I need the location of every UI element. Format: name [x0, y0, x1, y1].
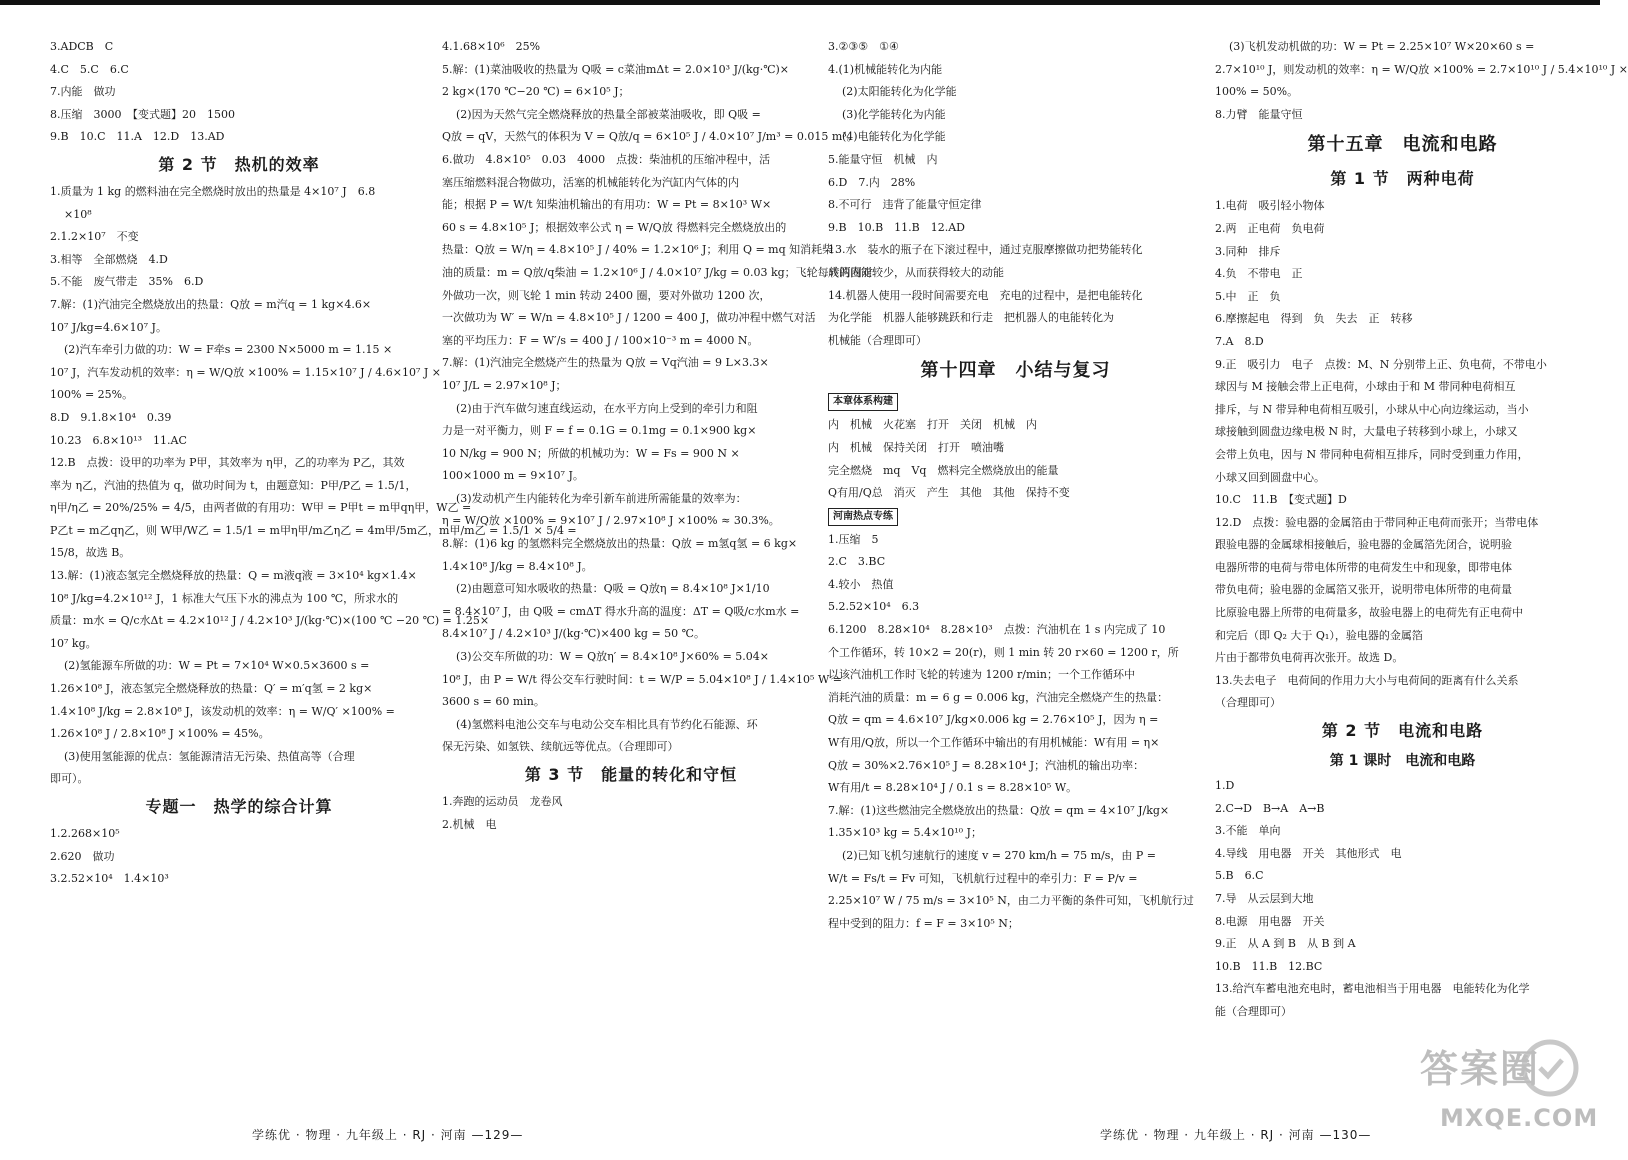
answer-line: 1.奔跑的运动员 龙卷风	[442, 795, 563, 808]
answer-line: 3.ADCB C	[50, 40, 114, 53]
answer-line: 4.较小 热值	[828, 577, 894, 591]
answer-line: 10.C 11.B 【变式题】D	[1215, 493, 1347, 507]
section-heading: 专题一 热学的综合计算	[145, 797, 333, 816]
answer-line: 程中受到的阻力：f = F = 3×10⁵ N；	[828, 916, 1019, 930]
answer-line: (3)公交车所做的功：W = Q放η′ = 8.4×10⁸ J×60% = 5.04×	[456, 650, 770, 664]
section-heading: 第 2 节 热机的效率	[158, 154, 320, 174]
watermark-text: 答案圈	[1420, 1047, 1541, 1091]
answer-line: 8.压缩 3000 【变式题】20 1500	[50, 107, 235, 121]
answer-line: 12.B 点拨：设甲的功率为 P甲，其效率为 η甲，乙的功率为 P乙，其效	[50, 456, 405, 470]
answer-line: (2)由题意可知水吸收的热量：Q吸 = Q放η = 8.4×10⁸ J×1/10	[456, 582, 770, 596]
answer-line: 7.解：(1)汽油完全燃烧产生的热量为 Q放 = Vq汽油 = 9 L×3.3×	[442, 356, 769, 370]
answer-line: 10⁸ J，由 P = W/t 得公交车行驶时间：t = W/P = 5.04×10⁸ J / 1.4×10⁵ W =	[442, 672, 842, 686]
answer-line: 4.1.68×10⁶ 25%	[442, 40, 541, 53]
answer-line: 6.D 7.内 28%	[828, 175, 916, 189]
answer-line: 10⁷ kg。	[50, 636, 97, 650]
answer-line: 2.机械 电	[442, 817, 497, 831]
answer-line: Q放 = 30%×2.76×10⁵ J = 8.28×10⁴ J；汽油机的输出功率：	[828, 758, 1145, 772]
lesson-heading: 第 1 课时 电流和电路	[1329, 753, 1476, 770]
answer-line: 1.电荷 吸引轻小物体	[1215, 199, 1325, 213]
answer-line: 4.负 不带电 正	[1215, 267, 1303, 281]
answer-line: 质量：m水 = Q/c水Δt = 4.2×10¹² J / 4.2×10³ J/(kg·℃)×(100 ℃ −20 ℃) = 1.25×	[50, 614, 490, 628]
answer-line: 13.失去电子 电荷间的作用力大小与电荷间的距离有什么关系	[1215, 673, 1519, 687]
answer-line: (3)使用氢能源的优点：氢能源清洁无污染、热值高等（合理	[64, 749, 355, 763]
answer-line: (2)由于汽车做匀速直线运动，在水平方向上受到的牵引力和阻	[456, 401, 758, 415]
answer-line: (2)太阳能转化为化学能	[842, 85, 957, 99]
answer-line: 2.C 3.BC	[828, 555, 886, 569]
answer-line: 2.620 做功	[50, 849, 115, 863]
answer-line: 15/8，故选 B。	[50, 546, 131, 560]
answer-line: 9.正 从 A 到 B 从 B 到 A	[1215, 937, 1356, 951]
answer-line: 7.导 从云层到大地	[1215, 892, 1314, 905]
answer-line: 球接触到圆盘边缘电极 N 时，大量电子转移到小球上，小球又	[1215, 425, 1518, 439]
answer-line: 1.35×10³ kg = 5.4×10¹⁰ J；	[828, 826, 982, 840]
answer-line: 塞的平均压力：F = W′/s = 400 J / 100×10⁻³ m = 4000 N。	[442, 333, 759, 347]
answer-line: (4)电能转化为化学能	[842, 130, 946, 144]
page-footer-right: 学练优 · 物理 · 九年级上 · RJ · 河南 —130—	[1100, 1128, 1372, 1142]
answer-line: 7.A 8.D	[1215, 334, 1264, 348]
answer-line: 5.中 正 负	[1215, 289, 1281, 303]
page-footer-left: 学练优 · 物理 · 九年级上 · RJ · 河南 —129—	[252, 1128, 524, 1142]
answer-line: 10⁷ J/L = 2.97×10⁸ J；	[442, 378, 567, 392]
answer-line: 7.解：(1)汽油完全燃烧放出的热量：Q放 = m汽q = 1 kg×4.6×	[50, 297, 372, 311]
watermark-logo	[1400, 1028, 1599, 1150]
answer-line: 1.D	[1215, 779, 1235, 793]
column-4	[1215, 36, 1628, 1024]
answer-line: W有用/Q放，所以一个工作循环中输出的有用机械能：W有用 = η×	[828, 736, 1160, 750]
answer-line: 个工作循环，转 10×2 = 20(r)，则 1 min 转 20 r×60 = 1200 r，所	[828, 645, 1179, 659]
answer-line: 带负电荷；验电器的金属箔又张开，说明带电体所带的电荷量	[1215, 583, 1512, 597]
answer-line: 会带上负电，因与 N 带同种电荷相互排斥，同时受到重力作用，	[1215, 447, 1529, 461]
answer-line: 1.4×10⁸ J/kg = 8.4×10⁸ J。	[442, 559, 593, 573]
answer-line: 电器所带的电荷与带电体所带的电荷发生中和现象，即带电体	[1215, 560, 1512, 574]
answer-line: 内 机械 火花塞 打开 关闭 机械 内	[828, 418, 1037, 432]
answer-line: η甲/η乙 = 20%/25% = 4/5，由两者做的有用功：W甲 = P甲t = m甲qη甲，W乙 =	[50, 501, 472, 515]
answer-line: η = W/Q放 ×100% = 9×10⁷ J / 2.97×10⁸ J ×100% ≈ 30.3%。	[442, 514, 780, 528]
answer-line: 跟验电器的金属球相接触后，验电器的金属箔先闭合，说明验	[1215, 538, 1512, 552]
answer-line: 100% = 25%。	[50, 388, 134, 402]
answer-line: 5.B 6.C	[1215, 869, 1264, 883]
answer-line: 球因与 M 接触会带上正电荷，小球由于和 M 带同种电荷相互	[1215, 380, 1516, 394]
answer-line: 9.B 10.C 11.A 12.D 13.AD	[50, 130, 225, 144]
answer-line: 10 N/kg = 900 N；所做的机械功为：W = Fs = 900 N ×	[442, 446, 740, 460]
answer-line: 7.内能 做功	[50, 85, 116, 99]
answer-line: 2.25×10⁷ W / 75 m/s = 3×10⁵ N，由二力平衡的条件可知，飞机航行过	[828, 894, 1194, 908]
answer-line: 一次做功为 W′ = W/n = 4.8×10⁵ J / 1200 = 400 J，做功冲程中燃气对活	[442, 311, 816, 325]
answer-line: = 8.4×10⁷ J，由 Q吸 = cmΔT 得水升高的温度：ΔT = Q吸/c水m水 =	[442, 604, 800, 618]
answer-line: 8.D 9.1.8×10⁴ 0.39	[50, 410, 172, 424]
answer-line: 保无污染、如氢铁、续航远等优点。（合理即可）	[442, 740, 679, 754]
answer-line: 10⁷ J，汽车发动机的效率：η = W/Q放 ×100% = 1.15×10⁷ J / 4.6×10⁷ J ×	[50, 365, 441, 379]
answer-line: (4)氢燃料电池公交车与电动公交车相比具有节约化石能源、环	[456, 717, 758, 731]
answer-line: 9.正 吸引力 电子 点拨：M、N 分别带上正、负电荷，不带电小	[1215, 357, 1547, 371]
answer-line: 5.不能 废气带走 35% 6.D	[50, 275, 204, 289]
answer-line: W有用/t = 8.28×10⁴ J / 0.1 s = 8.28×10⁵ W。	[828, 781, 1078, 795]
answer-line: 热量：Q放 = W/η = 4.8×10⁵ J / 40% = 1.2×10⁶ J；利用 Q = mq 知消耗柴	[442, 243, 834, 257]
answer-line: 6.摩擦起电 得到 负 失去 正 转移	[1215, 312, 1413, 326]
answer-line: 率为 η乙，汽油的热值为 q，做功时间为 t，由题意知：P甲/P乙 = 1.5/1，	[50, 478, 417, 492]
answer-line: Q放 = qV，天然气的体积为 V = Q放/q = 6×10⁵ J / 4.0×10⁷ J/m³ = 0.015 m³。	[442, 130, 858, 144]
answer-line: 8.不可行 违背了能量守恒定律	[828, 198, 982, 212]
answer-line: 3600 s = 60 min。	[442, 695, 545, 709]
answer-line: 3.相等 全部燃烧 4.D	[50, 252, 168, 266]
answer-line: 5.2.52×10⁴ 6.3	[828, 600, 920, 614]
answer-line: 内 机械 保持关闭 打开 喷油嘴	[828, 440, 1004, 454]
answer-line: 和完后（即 Q₂ 大于 Q₁），验电器的金属箔	[1215, 628, 1423, 642]
answer-line: 小球又回到圆盘中心。	[1215, 470, 1325, 484]
answer-line: 3.②③⑤ ①④	[828, 40, 899, 53]
answer-line: P乙t = m乙qη乙，则 W甲/W乙 = 1.5/1 = m甲η甲/m乙η乙 = 4m甲/5m乙，m甲/m乙 = 1.5/1 × 5/4 =	[50, 523, 577, 537]
answer-line: 能（合理即可）	[1215, 1004, 1292, 1018]
answer-line: 8.力臂 能量守恒	[1215, 107, 1303, 121]
answer-line: 1.26×10⁸ J / 2.8×10⁸ J ×100% = 45%。	[50, 727, 270, 741]
answer-line: 塞压缩燃料混合物做功，活塞的机械能转化为汽缸内气体的内	[442, 175, 739, 189]
answer-line: 油的质量：m = Q放/q柴油 = 1.2×10⁶ J / 4.0×10⁷ J/kg = 0.03 kg；飞轮每转两圈对	[442, 265, 873, 279]
answer-line: 1.4×10⁸ J/kg = 2.8×10⁸ J，该发动机的效率：η = W/Q′ ×100% =	[50, 704, 395, 718]
section-heading: 第 2 节 电流和电路	[1321, 721, 1484, 741]
answer-line: 完全燃烧 mq Vq 燃料完全燃烧放出的能量	[828, 463, 1059, 477]
answer-line: 8.4×10⁷ J / 4.2×10³ J/(kg·℃)×400 kg = 50 ℃。	[442, 627, 705, 641]
answer-line: 3.不能 单向	[1215, 824, 1281, 838]
answer-line: 机械能（合理即可）	[828, 333, 927, 347]
answer-line: 片由于都带负电荷再次张开。故选 D。	[1215, 651, 1404, 665]
answer-line: 能；根据 P = W/t 知柴油机输出的有用功：W = Pt = 8×10³ W×	[442, 198, 772, 212]
answer-line: 3.同种 排斥	[1215, 244, 1281, 258]
answer-line: 6.做功 4.8×10⁵ 0.03 4000 点拨：柴油机的压缩冲程中，活	[442, 152, 771, 166]
answer-line: 1.26×10⁸ J，液态氢完全燃烧释放的热量：Q′ = m′q氢 = 2 kg×	[50, 682, 373, 696]
answer-line: 2.两 正电荷 负电荷	[1215, 221, 1325, 235]
answer-line: 1.压缩 5	[828, 532, 879, 546]
answer-line: 13.解：(1)液态氢完全燃烧释放的热量：Q = m液q液 = 3×10⁴ kg×1.4×	[50, 569, 417, 583]
section-box-label: 本章体系构建	[828, 393, 898, 411]
answer-line: 2 kg×(170 ℃−20 ℃) = 6×10⁵ J；	[442, 85, 630, 99]
answer-line: (3)发动机产生内能转化为牵引新车前进所需能量的效率为：	[456, 491, 747, 505]
chapter-heading: 第十五章 电流和电路	[1307, 134, 1498, 156]
chapter-heading: 第十四章 小结与复习	[920, 360, 1111, 382]
answer-line: (3)飞机发动机做的功：W = Pt = 2.25×10⁷ W×20×60 s =	[1229, 40, 1535, 53]
answer-line: 60 s = 4.8×10⁵ J；根据效率公式 η = W/Q放 得燃料完全燃烧放出的	[442, 220, 787, 234]
watermark-url: MXQE.COM	[1440, 1104, 1599, 1132]
top-border	[0, 0, 1600, 5]
answer-line: (2)氢能源车所做的功：W = Pt = 7×10⁴ W×0.5×3600 s =	[64, 659, 370, 673]
column-3	[828, 36, 1203, 935]
answer-line: 外做功一次，则飞轮 1 min 转动 2400 圈，要对外做功 1200 次，	[442, 288, 771, 302]
answer-line: ×10⁸	[64, 207, 92, 221]
answer-line: (2)因为天然气完全燃烧释放的热量全部被菜油吸收，即 Q吸 =	[456, 107, 761, 121]
section-heading: 第 3 节 能量的转化和守恒	[524, 765, 738, 784]
answer-line: 2.7×10¹⁰ J，则发动机的效率：η = W/Q放 ×100% = 2.7×10¹⁰ J / 5.4×10¹⁰ J ×	[1215, 62, 1628, 76]
answer-line: 7.解：(1)这些燃油完全燃烧放出的热量：Q放 = qm = 4×10⁷ J/kg×	[828, 803, 1170, 817]
answer-line: 1.2.268×10⁵	[50, 827, 120, 840]
answer-line: 5.解：(1)菜油吸收的热量为 Q吸 = c菜油mΔt = 2.0×10³ J/(kg·℃)×	[442, 62, 790, 76]
section-box-label: 河南热点专练	[828, 508, 898, 526]
answer-line: 100% = 50%。	[1215, 85, 1299, 99]
answer-line: 4.(1)机械能转化为内能	[828, 62, 943, 76]
answer-line: 10.23 6.8×10¹³ 11.AC	[50, 433, 187, 447]
answer-line: 8.解：(1)6 kg 的氢燃料完全燃烧放出的热量：Q放 = m氢q氢 = 6 kg×	[442, 537, 798, 551]
answer-line: 比原验电器上所带的电荷量多，故验电器上的电荷先有正电荷中	[1215, 606, 1523, 620]
answer-line: 成的内能较少，从而获得较大的动能	[828, 265, 1004, 279]
answer-line: 3.2.52×10⁴ 1.4×10³	[50, 872, 169, 886]
answer-line: 以该汽油机工作时飞轮的转速为 1200 r/min；一个工作循环中	[828, 668, 1135, 682]
answer-line: 消耗汽油的质量：m = 6 g = 0.006 kg，汽油完全燃烧产生的热量：	[828, 690, 1169, 704]
section-box-label-row	[828, 390, 1203, 414]
answer-line: 为化学能 机器人能够跳跃和行走 把机器人的电能转化为	[828, 311, 1114, 325]
answer-line: （合理即可）	[1215, 696, 1281, 710]
answer-line: 1.质量为 1 kg 的燃料油在完全燃烧时放出的热量是 4×10⁷ J 6.8	[50, 184, 376, 198]
answer-line: 8.电源 用电器 开关	[1215, 914, 1325, 928]
answer-line: 13.水 装水的瓶子在下滚过程中，通过克服摩擦做功把势能转化	[828, 243, 1143, 257]
answer-line: 即可）。	[50, 772, 89, 786]
answer-line: 10⁸ J/kg=4.2×10¹² J，1 标准大气压下水的沸点为 100 ℃，所求水的	[50, 591, 399, 605]
answer-line: 排斥，与 N 带异种电荷相互吸引，小球从中心向边缘运动，当小	[1215, 402, 1529, 416]
answer-line: Q有用/Q总 消灭 产生 其他 其他 保持不变	[828, 486, 1070, 500]
answer-line: 14.机器人使用一段时间需要充电 充电的过程中，是把电能转化	[828, 288, 1143, 302]
answer-line: 9.B 10.B 11.B 12.AD	[828, 220, 965, 234]
answer-line: W/t = Fs/t = Fv 可知，飞机航行过程中的牵引力：F = P/v =	[828, 871, 1138, 885]
answer-line: 力是一对平衡力，则 F = f = 0.1G = 0.1mg = 0.1×900 kg×	[442, 424, 757, 438]
answer-line: 2.1.2×10⁷ 不变	[50, 230, 139, 244]
answer-line: 10.B 11.B 12.BC	[1215, 959, 1323, 973]
section-box-label-row	[828, 505, 1203, 529]
answer-line: 4.C 5.C 6.C	[50, 62, 129, 76]
answer-line: 12.D 点拨：验电器的金属箔由于带同种正电荷而张开；当带电体	[1215, 515, 1539, 529]
answer-line: 4.导线 用电器 开关 其他形式 电	[1215, 846, 1402, 860]
answer-line: 10⁷ J/kg=4.6×10⁷ J。	[50, 320, 167, 334]
answer-line: 13.给汽车蓄电池充电时，蓄电池相当于用电器 电能转化为化学	[1215, 982, 1530, 996]
answer-line: 2.C→D B→A A→B	[1215, 801, 1325, 815]
answer-line: 5.能量守恒 机械 内	[828, 152, 938, 166]
answer-line: Q放 = qm = 4.6×10⁷ J/kg×0.006 kg = 2.76×10⁵ J，因为 η =	[828, 713, 1159, 727]
answer-line: (2)已知飞机匀速航行的速度 v = 270 km/h = 75 m/s，由 P =	[842, 849, 1156, 862]
answer-line: (2)汽车牵引力做的功：W = F牵s = 2300 N×5000 m = 1.15 ×	[64, 343, 393, 357]
section-heading: 第 1 节 两种电荷	[1330, 169, 1475, 189]
answer-line: (3)化学能转化为内能	[842, 107, 946, 121]
answer-line: 6.1200 8.28×10⁴ 8.28×10³ 点拨：汽油机在 1 s 内完成了 10	[828, 623, 1166, 637]
answer-line: 100×1000 m = 9×10⁷ J。	[442, 469, 584, 483]
